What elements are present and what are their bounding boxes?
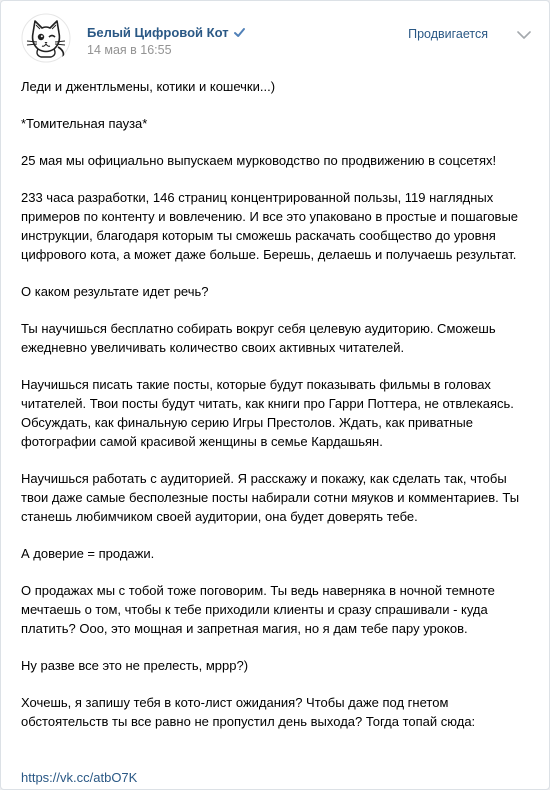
post-date[interactable]: 14 мая в 16:55	[87, 43, 172, 57]
post-paragraph: Леди и джентльмены, котики и кошечки...)	[21, 79, 276, 94]
promoted-label[interactable]: Продвигается	[408, 27, 488, 41]
post-paragraph: Хочешь, я запишу тебя в кото-лист ожидания? Чтобы даже под гнетом обстоятельств ты все равно не пропустил день выхода? Тогда топай сюда:	[21, 695, 476, 729]
post-paragraph: Научишься работать с аудиторией. Я расскажу и покажу, как сделать так, чтобы твои даже самые бесполезные посты набирали сотни мяуков и комментариев. Ты станешь любимчиком своей аудитории, она будет доверять тебе.	[21, 471, 520, 524]
post-paragraph: Научишься писать такие посты, которые будут показывать фильмы в головах читателей. Твои посты будут читать, как книги про Гарри Поттера, не отвлекаясь. Обсуждать, как финальную серию Игры Престолов. Ждать, как приватные фотографии самой красивой женщины в семье Кардашьян.	[21, 377, 514, 449]
post-paragraph: Ну разве все это не прелесть, мррр?)	[21, 658, 249, 673]
post-link[interactable]: https://vk.cc/atbO7K	[21, 770, 138, 785]
post-paragraph: *Томительная пауза*	[21, 116, 148, 131]
post-text	[21, 77, 531, 787]
post-paragraph: А доверие = продажи.	[21, 546, 155, 561]
author-name[interactable]	[87, 25, 246, 42]
post-paragraph: О продажах мы с тобой тоже поговорим. Ты ведь наверняка в ночной темноте мечтаешь о том, чтобы к тебе приходили клиенты и сразу спрашивали - куда платить? Ооо, это мощная и запретная магия, но я дам тебе пару уроков.	[21, 583, 495, 636]
post-paragraph: О каком результате идет речь?	[21, 284, 209, 299]
post-header	[21, 13, 533, 63]
post-link-paragraph	[21, 749, 531, 787]
post-paragraph: 233 часа разработки, 146 страниц концентрированной пользы, 119 наглядных примеров по контенту и вовлечению. И все это упаковано в простые и пошаговые инструкции, благодаря которым ты сможешь раскачать сообщество до уровня цифрового кота, а может даже больше. Берешь, делаешь и получаешь результат.	[21, 190, 519, 262]
community-avatar[interactable]	[21, 13, 71, 63]
cat-avatar-icon	[21, 13, 71, 63]
post-paragraph: 25 мая мы официально выпускаем мурководство по продвижению в соцсетях!	[21, 153, 497, 168]
verified-check-icon	[233, 26, 246, 42]
post-paragraph: Ты научишься бесплатно собирать вокруг себя целевую аудиторию. Сможешь ежедневно увеличивать количество своих активных читателей.	[21, 321, 496, 355]
author-name-text[interactable]: Белый Цифровой Кот	[87, 25, 229, 40]
chevron-down-icon[interactable]	[517, 27, 531, 37]
